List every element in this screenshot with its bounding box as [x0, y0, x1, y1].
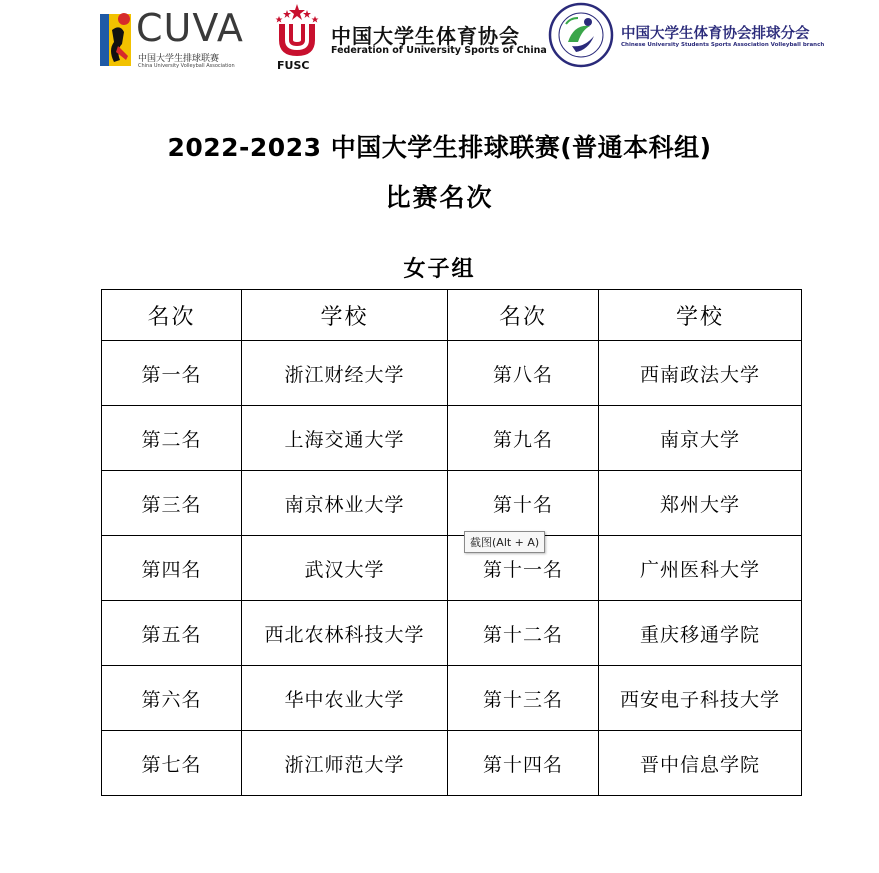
header-school-left: 学校: [242, 290, 448, 341]
fusc-logo: [275, 2, 547, 74]
ranking-table: [101, 289, 802, 796]
rank-cell: 第一名: [102, 341, 242, 406]
fusc-chinese-name: 中国大学生体育协会: [331, 24, 520, 48]
rank-cell: 第十一名: [448, 536, 599, 601]
volleyball-branch-english-name: Chinese University Students Sports Association Volleyball branch: [621, 42, 825, 48]
table-row: [102, 471, 802, 536]
school-cell: 西北农林科技大学: [242, 601, 448, 666]
screenshot-tooltip: 截图(Alt + A): [464, 531, 545, 553]
header-rank-right: 名次: [448, 290, 599, 341]
school-cell: 西安电子科技大学: [599, 666, 802, 731]
school-cell: 上海交通大学: [242, 406, 448, 471]
table-row: [102, 666, 802, 731]
rank-cell: 第十四名: [448, 731, 599, 796]
school-cell: 南京林业大学: [242, 471, 448, 536]
school-cell: 武汉大学: [242, 536, 448, 601]
school-cell: 华中农业大学: [242, 666, 448, 731]
table-row: [102, 406, 802, 471]
rank-cell: 第九名: [448, 406, 599, 471]
fusc-abbreviation: FUSC: [277, 59, 310, 72]
document-title: 2022-2023 中国大学生排球联赛(普通本科组): [167, 133, 712, 162]
table-row: [102, 536, 802, 601]
school-cell: 西南政法大学: [599, 341, 802, 406]
cuva-wordmark: CUVA: [136, 6, 244, 50]
volleyball-branch-chinese-name: 中国大学生体育协会排球分会: [621, 26, 810, 42]
table-header-row: [102, 290, 802, 341]
table-row: [102, 341, 802, 406]
logo-header: [0, 0, 879, 80]
header-school-right: 学校: [599, 290, 802, 341]
rank-cell: 第七名: [102, 731, 242, 796]
volleyball-branch-seal-icon: [548, 2, 614, 68]
rank-cell: 第十三名: [448, 666, 599, 731]
school-cell: 晋中信息学院: [599, 731, 802, 796]
school-cell: 浙江财经大学: [242, 341, 448, 406]
document-subtitle: 比赛名次: [385, 183, 494, 212]
cuva-logo: [100, 6, 244, 70]
rank-cell: 第六名: [102, 666, 242, 731]
header-rank-left: 名次: [102, 290, 242, 341]
cuva-english-name: China University Volleyball Association: [138, 63, 235, 69]
fusc-emblem-icon: [275, 2, 319, 60]
table-row: [102, 601, 802, 666]
school-cell: 重庆移通学院: [599, 601, 802, 666]
school-cell: 郑州大学: [599, 471, 802, 536]
rank-cell: 第十二名: [448, 601, 599, 666]
school-cell: 广州医科大学: [599, 536, 802, 601]
cuva-chinese-name: 中国大学生排球联赛: [138, 54, 220, 64]
table-row: [102, 731, 802, 796]
group-heading: 女子组: [403, 257, 476, 282]
rank-cell: 第八名: [448, 341, 599, 406]
school-cell: 南京大学: [599, 406, 802, 471]
school-cell: 浙江师范大学: [242, 731, 448, 796]
fusc-english-name: Federation of University Sports of China: [331, 45, 547, 56]
cuva-volleyball-player-icon: [100, 10, 132, 68]
rank-cell: 第三名: [102, 471, 242, 536]
rank-cell: 第二名: [102, 406, 242, 471]
rank-cell: 第五名: [102, 601, 242, 666]
rank-cell: 第四名: [102, 536, 242, 601]
rank-cell: 第十名: [448, 471, 599, 536]
volleyball-branch-logo: [548, 2, 825, 72]
